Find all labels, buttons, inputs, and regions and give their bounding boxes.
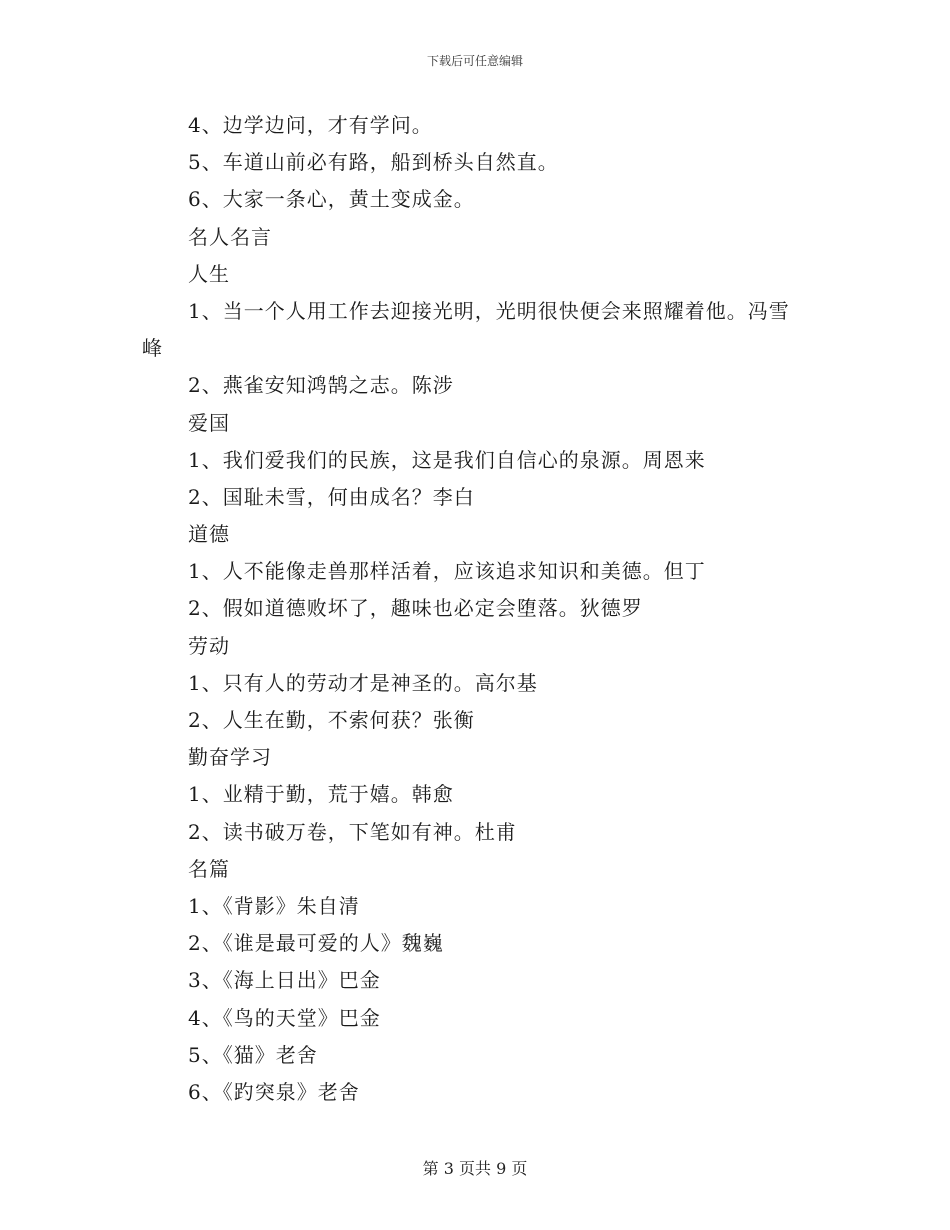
proverb-5: 5、车道山前必有路，船到桥头自然直。	[188, 150, 559, 175]
proverb-6: 6、大家一条心，黄土变成金。	[188, 187, 475, 212]
quote-morality-1: 1、人不能像走兽那样活着，应该追求知识和美德。但丁	[188, 559, 706, 584]
category-heading-diligent-study: 勤奋学习	[188, 745, 272, 770]
work-1: 1、《背影》朱自清	[188, 893, 360, 918]
section-heading-famous-quotes: 名人名言	[188, 224, 272, 249]
category-heading-patriotism: 爱国	[188, 410, 230, 435]
page-header: 下载后可任意编辑	[426, 54, 523, 68]
quote-life-2: 2、燕雀安知鸿鹄之志。陈涉	[188, 373, 454, 398]
page-footer: 第 3 页共 9 页	[422, 1159, 528, 1178]
quote-patriotism-2: 2、国耻未雪，何由成名？李白	[188, 484, 475, 509]
document-body	[142, 107, 822, 1111]
quote-life-1: 1、当一个人用工作去迎接光明，光明很快便会来照耀着他。冯雪	[188, 298, 790, 323]
category-heading-morality: 道德	[188, 522, 230, 547]
category-heading-life: 人生	[188, 261, 230, 286]
work-6: 6、《趵突泉》老舍	[188, 1079, 360, 1104]
work-2: 2、《谁是最可爱的人》魏巍	[188, 931, 444, 956]
quote-study-1: 1、业精于勤，荒于嬉。韩愈	[188, 782, 454, 807]
quote-labor-2: 2、人生在勤，不索何获？张衡	[188, 708, 475, 732]
work-4: 4、《鸟的天堂》巴金	[188, 1005, 381, 1030]
quote-morality-2: 2、假如道德败坏了，趣味也必定会堕落。狄德罗	[188, 596, 643, 621]
work-3: 3、《海上日出》巴金	[188, 968, 381, 993]
category-heading-labor: 劳动	[188, 633, 230, 658]
quote-patriotism-1: 1、我们爱我们的民族，这是我们自信心的泉源。周恩来	[188, 447, 706, 472]
quote-study-2: 2、读书破万卷，下笔如有神。杜甫	[188, 819, 517, 844]
proverb-4: 4、边学边问，才有学问。	[188, 113, 433, 137]
section-heading-famous-works: 名篇	[188, 856, 230, 881]
quote-life-1-continuation: 峰	[142, 336, 163, 361]
quote-labor-1: 1、只有人的劳动才是神圣的。高尔基	[188, 670, 538, 695]
work-5: 5、《猫》老舍	[188, 1042, 318, 1067]
